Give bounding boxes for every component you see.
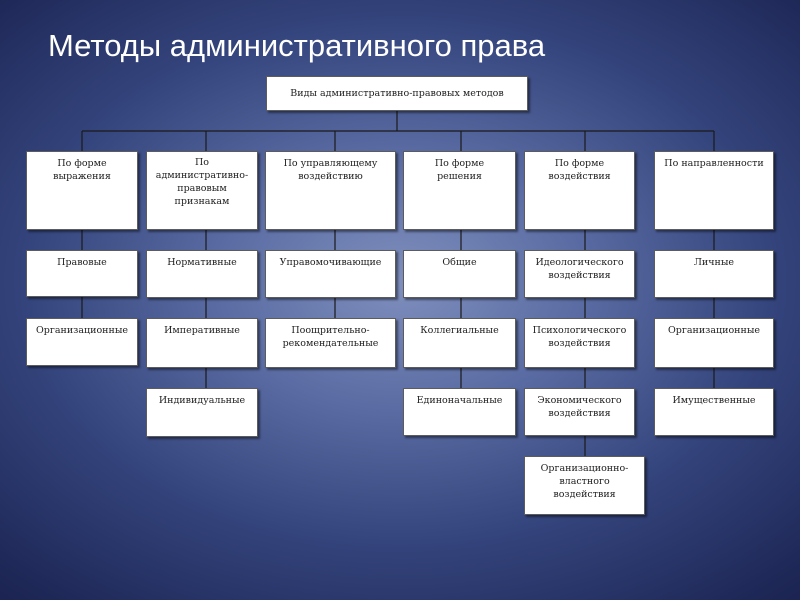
method-node: Общие bbox=[403, 250, 516, 298]
method-node: Индивидуальные bbox=[146, 388, 258, 437]
category-header-orientation: По направленности bbox=[654, 151, 774, 230]
category-header-managing-influence: По управляющему воздействию bbox=[265, 151, 396, 230]
category-header-decision-form: По форме решения bbox=[403, 151, 516, 230]
method-node: Личные bbox=[654, 250, 774, 298]
method-node: Единоначальные bbox=[403, 388, 516, 436]
method-node: Организационно- властного воздействия bbox=[524, 456, 645, 515]
root-node: Виды административно-правовых методов bbox=[266, 76, 528, 111]
category-header-administrative-legal-features: По административно- правовым признакам bbox=[146, 151, 258, 230]
slide-title: Методы административного права bbox=[48, 28, 546, 63]
category-header-influence-form: По форме воздействия bbox=[524, 151, 635, 230]
method-node: Психологического воздействия bbox=[524, 318, 635, 368]
method-node: Имущественные bbox=[654, 388, 774, 436]
method-node: Организационные bbox=[26, 318, 138, 366]
method-node: Поощрительно- рекомендательные bbox=[265, 318, 396, 368]
method-node: Организационные bbox=[654, 318, 774, 368]
method-node: Нормативные bbox=[146, 250, 258, 298]
method-node: Экономического воздействия bbox=[524, 388, 635, 436]
method-node: Императивные bbox=[146, 318, 258, 368]
method-node: Идеологического воздействия bbox=[524, 250, 635, 298]
method-node: Правовые bbox=[26, 250, 138, 297]
method-node: Управомочивающие bbox=[265, 250, 396, 298]
method-node: Коллегиальные bbox=[403, 318, 516, 368]
category-header-expression-form: По форме выражения bbox=[26, 151, 138, 230]
